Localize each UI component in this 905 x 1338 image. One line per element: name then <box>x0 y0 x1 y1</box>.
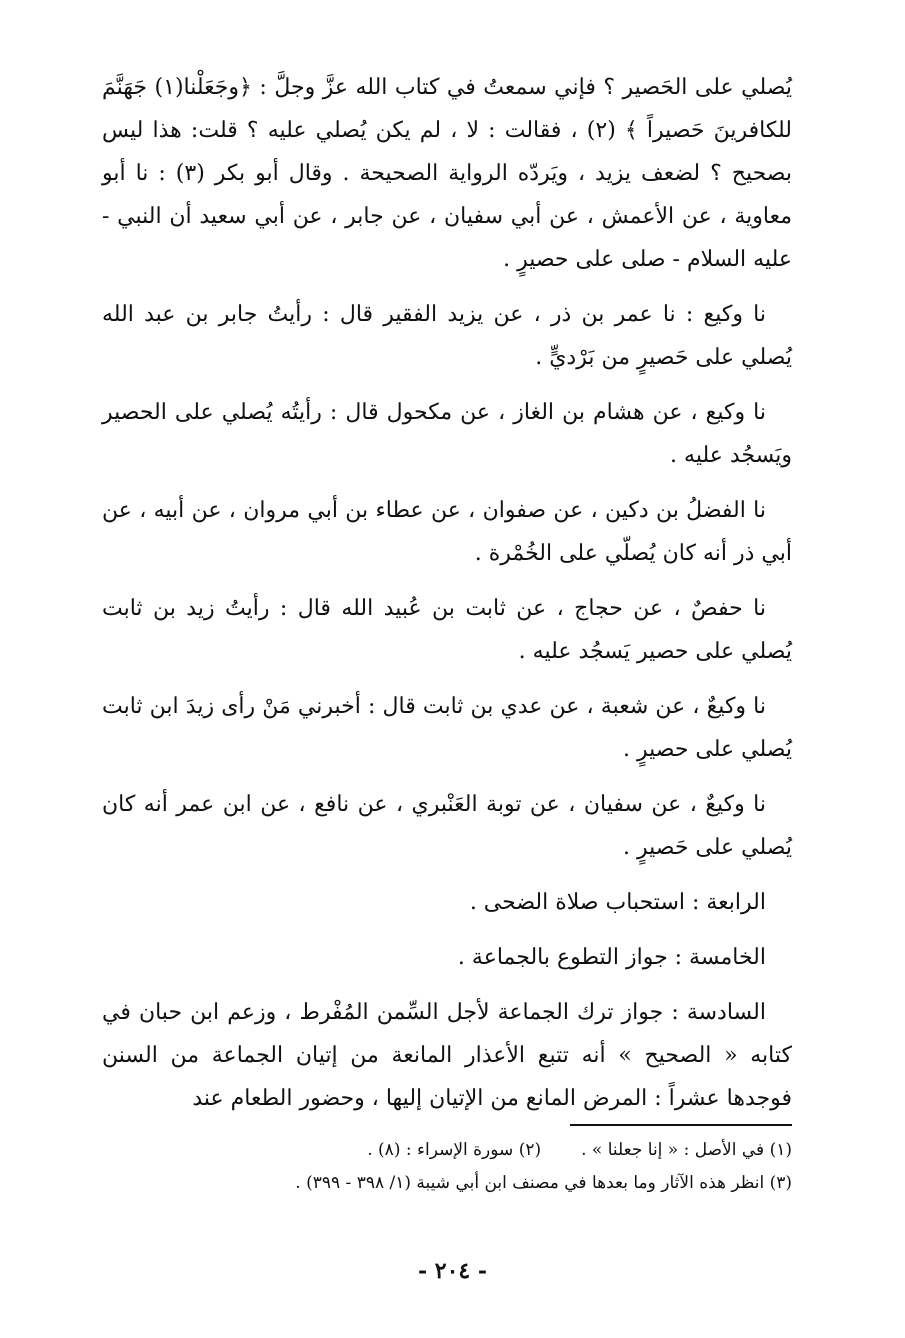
paragraph-9: الخامسة : جواز التطوع بالجماعة . <box>457 945 766 970</box>
paragraph-1: يُصلي على الحَصير ؟ فإني سمعتُ في كتاب الله عزَّ وجلَّ : ﴿وجَعَلْنا(١) جَهَنَّمَ للكافرينَ حَصيراً ﴾ (٢) ، فقالت : لا ، لم يكن يُصلي عليه ؟ قلت: هذا ليس بصحيح ؟ لضعف يزيد ، ويَردّه الرواية الصحيحة . وقال أبو بكر (٣) : نا أبو معاوية ، عن الأعمش ، عن أبي سفيان ، عن جابر ، عن أبي سعيد أن النبي - عليه السلام - صلى على حصيرٍ . <box>102 75 793 272</box>
footnote-2: (٢) سورة الإسراء : (٨) . <box>367 1140 542 1160</box>
page-body <box>102 66 792 1132</box>
paragraph-5: نا حفصٌ ، عن حجاج ، عن ثابت بن عُبيد الله قال : رأيتُ زيد بن ثابت يُصلي على حصير يَسجُد عليه . <box>102 596 792 664</box>
footnote-line-1 <box>102 1134 792 1167</box>
paragraph-10: السادسة : جواز ترك الجماعة لأجل السِّمن المُفْرط ، وزعم ابن حبان في كتابه « الصحيح » أنه تتبع الأعذار المانعة من إتيان الجماعة من السنن فوجدها عشراً : المرض المانع من الإتيان إليها ، وحضور الطعام عند <box>102 1000 792 1111</box>
paragraph-8: الرابعة : استحباب صلاة الضحى . <box>469 890 766 915</box>
paragraph-2: نا وكيع : نا عمر بن ذر ، عن يزيد الفقير قال : رأيتُ جابر بن عبد الله يُصلي على حَصيرٍ من بَرْديٍّ . <box>102 302 792 370</box>
footnote-3: (٣) انظر هذه الآثار وما بعدها في مصنف ابن أبي شيبة (١/ ٣٩٨ - ٣٩٩) . <box>295 1173 792 1193</box>
page-number: - ٢٠٤ - <box>417 1258 488 1284</box>
paragraph-6: نا وكيعٌ ، عن شعبة ، عن عدي بن ثابت قال : أخبرني مَنْ رأى زيدَ ابن ثابت يُصلي على حصيرٍ . <box>102 694 792 762</box>
paragraph-4: نا الفضلُ بن دكين ، عن صفوان ، عن عطاء بن أبي مروان ، عن أبيه ، عن أبي ذر أنه كان يُصلّي على الخُمْرة . <box>102 498 792 566</box>
footnotes <box>102 1134 792 1200</box>
paragraph-7: نا وكيعٌ ، عن سفيان ، عن توبة العَنْبري ، عن نافع ، عن ابن عمر أنه كان يُصلي على حَصيرٍ . <box>102 792 792 860</box>
footnote-divider <box>570 1124 792 1126</box>
paragraph-3: نا وكيع ، عن هشام بن الغاز ، عن مكحول قال : رأيتُه يُصلي على الحصير ويَسجُد عليه . <box>102 400 792 468</box>
footnote-1: (١) في الأصل : « إنا جعلنا » . <box>581 1140 792 1160</box>
